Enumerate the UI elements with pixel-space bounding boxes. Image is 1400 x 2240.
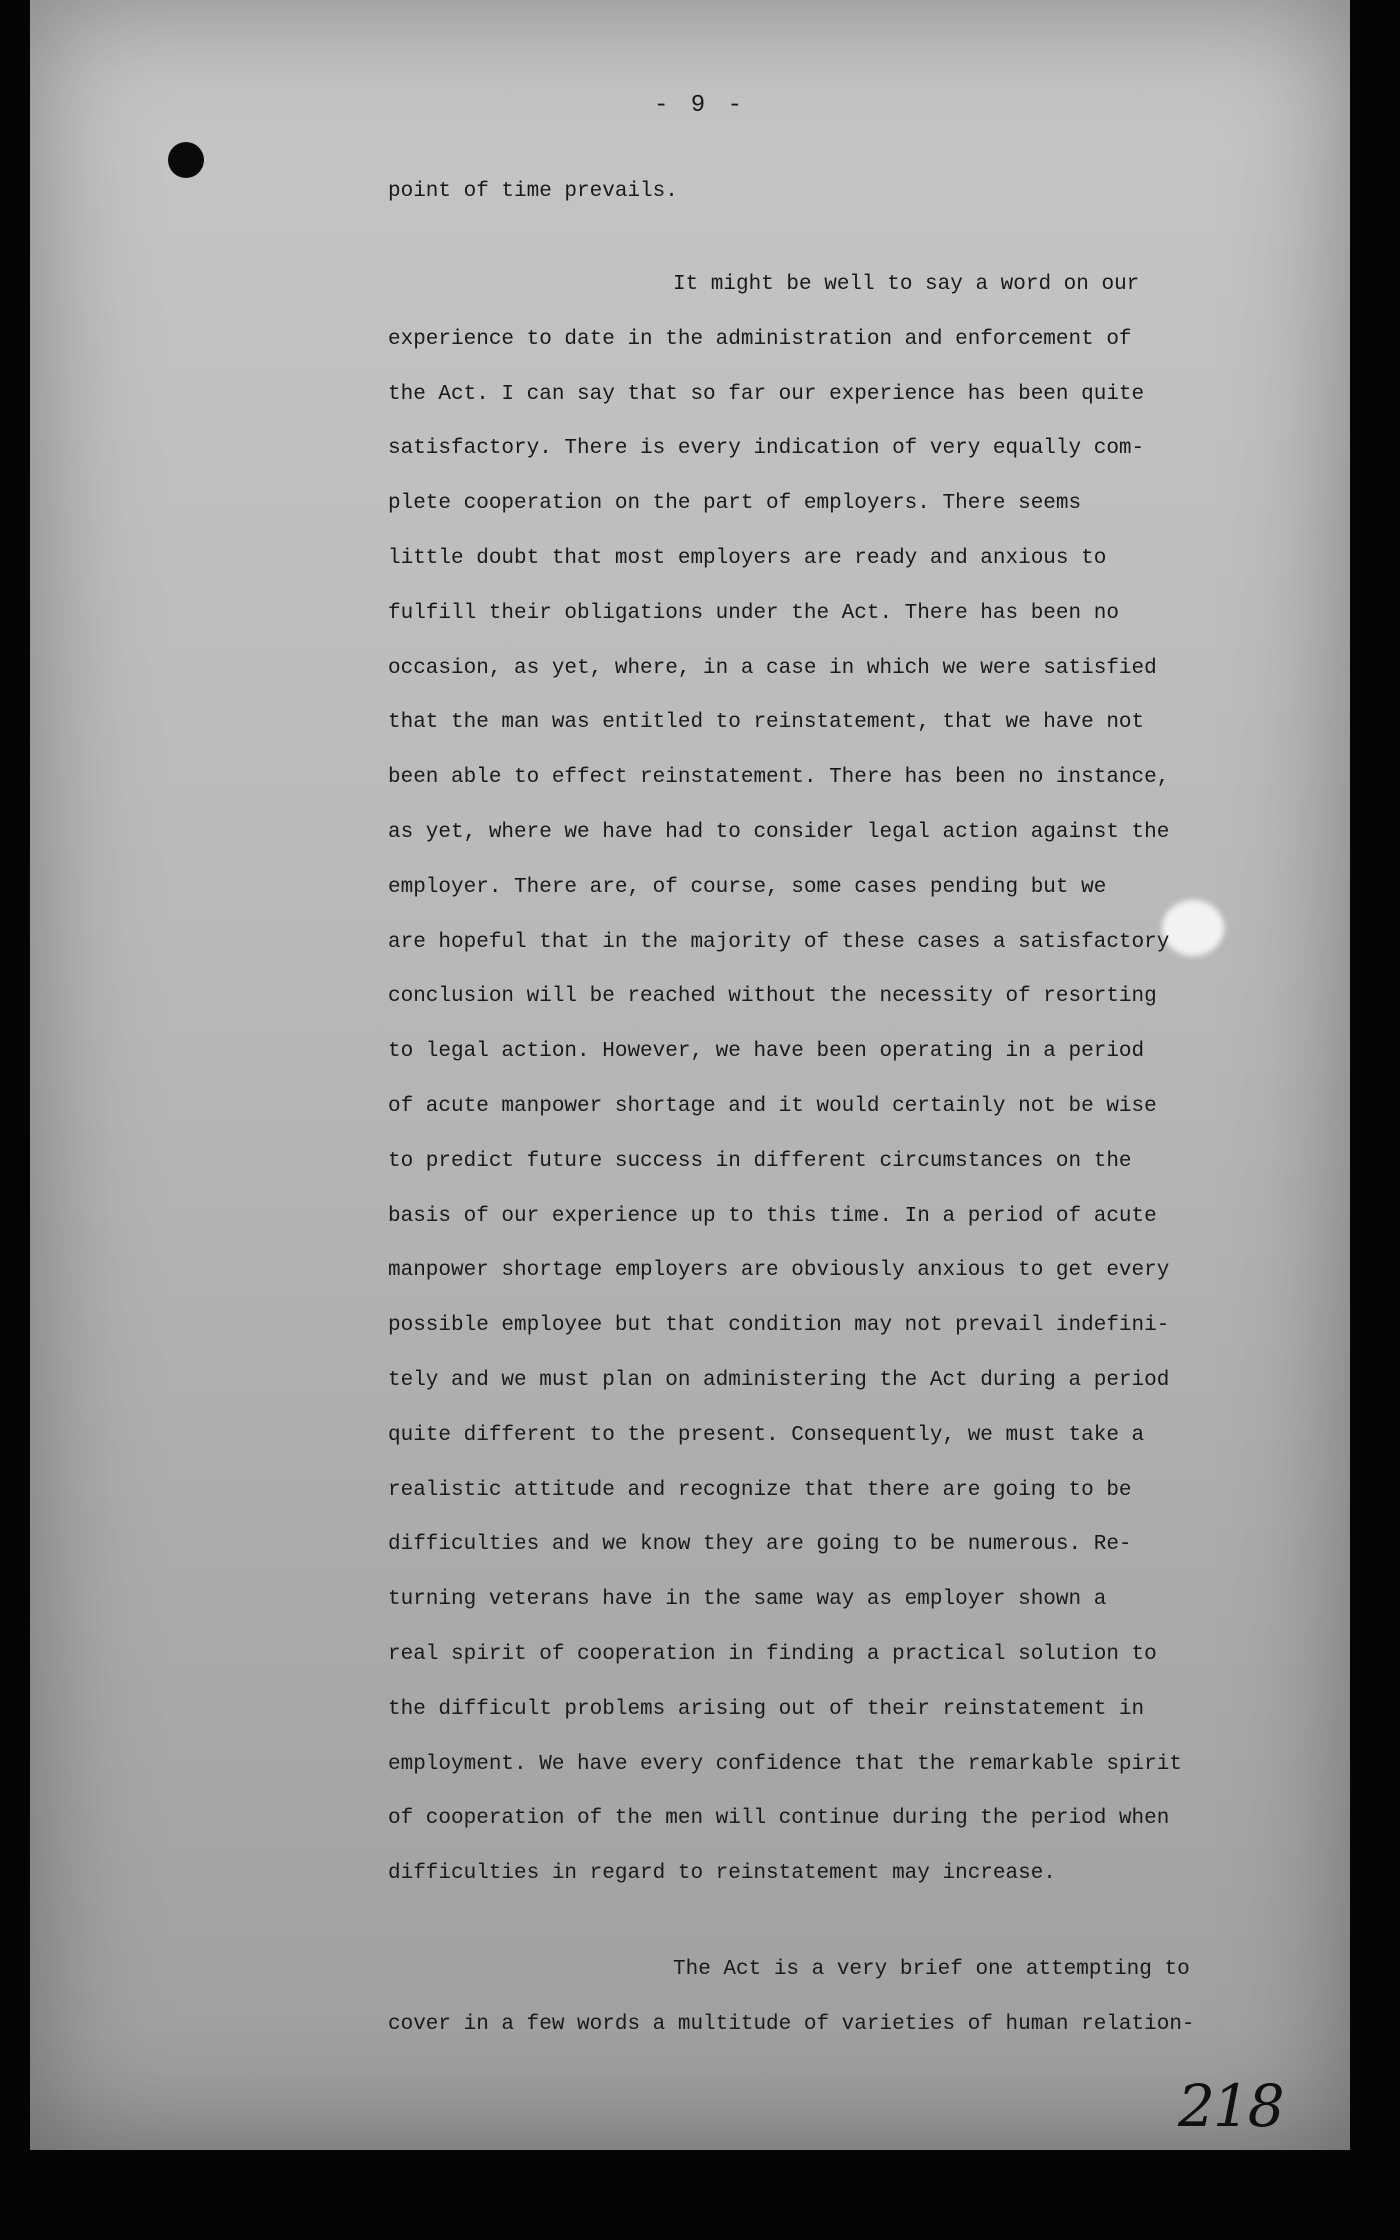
- text-line: difficulties in regard to reinstatement may increase.: [388, 1862, 1056, 1886]
- text-line: turning veterans have in the same way as employer shown a: [388, 1588, 1107, 1612]
- text-line: tely and we must plan on administering the Act during a period: [388, 1368, 1170, 1392]
- text-line: real spirit of cooperation in finding a practical solution to: [388, 1642, 1157, 1666]
- text-line: possible employee but that condition may not prevail indefini-: [388, 1314, 1170, 1338]
- text-line: as yet, where we have had to consider legal action against the: [388, 820, 1170, 844]
- text-line: plete cooperation on the part of employers. There seems: [388, 492, 1082, 516]
- punch-hole: [168, 142, 204, 178]
- text-line: are hopeful that in the majority of these cases a satisfactory: [388, 930, 1170, 954]
- text-line: manpower shortage employers are obviously anxious to get every: [388, 1259, 1170, 1283]
- text-line: difficulties and we know they are going to be numerous. Re-: [388, 1533, 1132, 1557]
- text-line: to legal action. However, we have been operating in a period: [388, 1040, 1145, 1064]
- text-line: conclusion will be reached without the necessity of resorting: [388, 985, 1157, 1009]
- text-line: employment. We have every confidence that the remarkable spirit: [388, 1752, 1182, 1776]
- text-line: basis of our experience up to this time. In a period of acute: [388, 1204, 1157, 1228]
- text-line: experience to date in the administration and enforcement of: [388, 327, 1132, 351]
- text-line: The Act is a very brief one attempting to: [673, 1958, 1190, 1981]
- text-line: of cooperation of the men will continue during the period when: [388, 1807, 1170, 1831]
- text-line: quite different to the present. Consequently, we must take a: [388, 1423, 1145, 1447]
- text-line: It might be well to say a word on our: [673, 273, 1140, 296]
- text-line: fulfill their obligations under the Act. There has been no: [388, 601, 1119, 625]
- paragraph-2: [388, 258, 1268, 1902]
- text-line: that the man was entitled to reinstatement, that we have not: [388, 711, 1145, 735]
- handwritten-page-note: 218: [1178, 2072, 1283, 2140]
- text-line: occasion, as yet, where, in a case in which we were satisfied: [388, 656, 1157, 680]
- text-line: point of time prevails.: [388, 180, 678, 203]
- text-line: little doubt that most employers are ready and anxious to: [388, 546, 1107, 570]
- text-line: been able to effect reinstatement. There has been no instance,: [388, 766, 1170, 790]
- text-line: satisfactory. There is every indication of very equally com-: [388, 437, 1145, 461]
- text-line: employer. There are, of course, some cases pending but we: [388, 875, 1107, 899]
- text-line: to predict future success in different circumstances on the: [388, 1149, 1132, 1173]
- page-number: - 9 -: [653, 92, 746, 119]
- text-line: of acute manpower shortage and it would certainly not be wise: [388, 1094, 1157, 1118]
- text-line: the difficult problems arising out of their reinstatement in: [388, 1697, 1145, 1721]
- text-line: cover in a few words a multitude of varieties of human relation-: [388, 2012, 1195, 2036]
- paragraph-3: [388, 1943, 1268, 2053]
- paragraph-1: [388, 165, 1268, 220]
- text-line: the Act. I can say that so far our experience has been quite: [388, 382, 1145, 406]
- text-line: realistic attitude and recognize that there are going to be: [388, 1478, 1132, 1502]
